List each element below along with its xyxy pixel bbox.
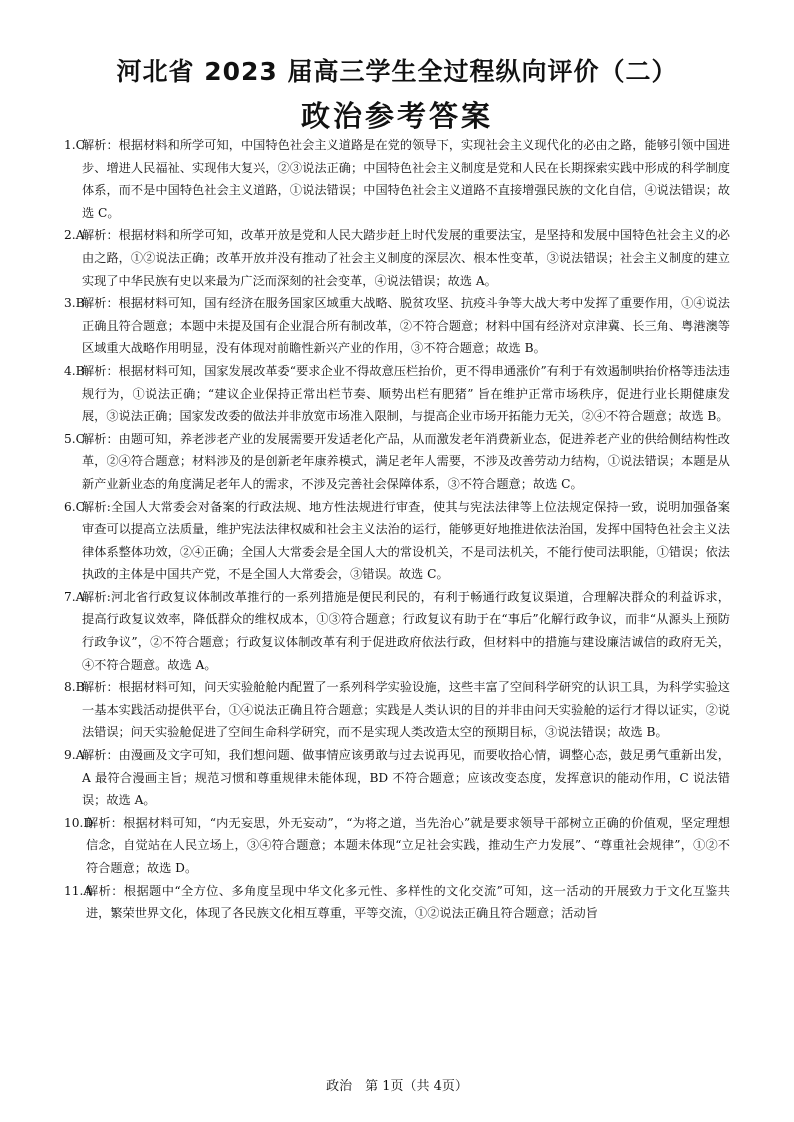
answer-number: 9.A — [64, 748, 85, 763]
document-title: 河北省 2023 届高三学生全过程纵向评价（二） — [116, 57, 678, 86]
answer-item-8 — [64, 676, 730, 744]
document-subtitle: 政治参考答案 — [300, 99, 493, 133]
answer-number: 8.B — [64, 680, 85, 695]
answer-item-2 — [64, 224, 730, 292]
answer-item-3 — [64, 292, 730, 360]
answer-number: 11.A — [64, 883, 93, 898]
answer-item-9 — [64, 744, 730, 812]
answer-number: 5.C — [64, 431, 85, 446]
answer-number: 7.A — [64, 589, 85, 604]
answer-item-10 — [64, 812, 730, 880]
answer-explanation: 解析：根据材料可知，“内无妄思，外无妄动”，“为将之道，当先治心”就是要求领导干部树立正确的价值观，坚定理想信念，自觉站在人民立场上，③④符合题意；本题未体现“立足社会实践，推动生产力发展”、“尊重社会规律”，①②不符合题意；故选 D。 — [86, 815, 730, 875]
answer-explanation: 解析:全国人大常委会对备案的行政法规、地方性法规进行审查，使其与宪法法律等上位法规定保持一致，说明加强备案审查可以提高立法质量，维护宪法法律权威和社会主义法治的运行，能够更好地推进依法治国，发挥中国特色社会主义法律体系整体功效，②④正确；全国人大常委会是全国人大的常设机关，不是司法机关，不能行使司法职能，①错误；依法执政的主体是中国共产党，不是全国人大常委会，③错误。故选 C。 — [82, 499, 730, 582]
answer-item-1 — [64, 134, 730, 224]
answer-item-11 — [64, 880, 730, 925]
answer-number: 6.C — [64, 499, 85, 514]
answer-explanation: 解析：由漫画及文字可知，我们想问题、做事情应该勇敢与过去说再见，而要收拾心情，调整心态，鼓足勇气重新出发，A 最符合漫画主旨；规范习惯和尊重规律未能体现，BD 不符合题意；应该改变态度，发挥意识的能动作用，C 说法错误；故选 A。 — [82, 748, 730, 808]
answer-number: 3.B — [64, 296, 85, 311]
answer-number: 1.C — [64, 138, 85, 152]
answer-number: 2.A — [64, 228, 85, 243]
answer-explanation: 解析:河北省行政复议体制改革推行的一系列措施是便民利民的，有利于畅通行政复议渠道，合理解决群众的利益诉求，提高行政复议效率，降低群众的维权成本，①③符合题意；行政复议有助于在“事后”化解行政争议，而非“从源头上预防行政争议”，②不符合题意；行政复议体制改革有利于促进政府依法行政，但材料中的措施与建设廉洁诚信的政府无关，④不符合题意。故选 A。 — [82, 589, 730, 672]
answer-item-6 — [64, 496, 730, 586]
answer-list — [64, 134, 730, 925]
answer-explanation: 解析：根据材料可知，国有经济在服务国家区域重大战略、脱贫攻坚、抗疫斗争等大战大考中发挥了重要作用，①④说法正确且符合题意；本题中未提及国有企业混合所有制改革，②不符合题意；材料中国有经济对京津冀、长三角、粤港澳等区域重大战略作用明显，没有体现对前瞻性新兴产业的作用，③不符合题意；故选 B。 — [82, 296, 730, 356]
page-footer: 政治 第 1页（共 4页） — [326, 1079, 468, 1094]
answer-explanation: 解析：根据题中“全方位、多角度呈现中华文化多元性、多样性的文化交流”可知，这一活动的开展致力于文化互鉴共进，繁荣世界文化，体现了各民族文化相互尊重，平等交流，①②说法正确且符合题意；活动旨 — [86, 883, 730, 921]
answer-explanation: 解析：根据材料可知，国家发展改革委“要求企业不得故意压栏抬价，更不得串通涨价”有利于有效遏制哄抬价格等违法违规行为，①说法正确；“建议企业保持正常出栏节奏、顺势出栏有肥猪” 旨在维护正常市场秩序，促进行业长期健康发展，③说法正确；国家发改委的做法并非放宽市场准入限制，与提高企业市场开拓能力无关，②④不符合题意；故选 B。 — [82, 363, 730, 424]
answer-explanation: 解析：根据材料和所学可知，改革开放是党和人民大踏步赶上时代发展的重要法宝，是坚持和发展中国特色社会主义的必由之路，①②说法正确；改革开放并没有推动了社会主义制度的深层次、根本性变革，③说法错误；社会主义制度的建立实现了中华民族有史以来最为广泛而深刻的社会变革，④说法错误；故选 A。 — [82, 228, 730, 288]
answer-explanation: 解析：由题可知，养老涉老产业的发展需要开发适老化产品，从而激发老年消费新业态，促进养老产业的供给侧结构性改革，②④符合题意；材料涉及的是创新老年康养模式，满足老年人需要，不涉及改善劳动力结构，①说法错误；本题是从新产业新业态的角度满足老年人的需求，不涉及完善社会保障体系，③不符合题意；故选 C。 — [82, 431, 730, 491]
answer-item-4 — [64, 360, 730, 428]
answer-number: 10.D — [64, 815, 94, 830]
answer-explanation: 解析：根据材料和所学可知，中国特色社会主义道路是在党的领导下，实现社会主义现代化的必由之路，能够引领中国进步、增进人民福祉、实现伟大复兴，②③说法正确；中国特色社会主义制度是党和人民在长期探索实践中形成的科学制度体系，而不是中国特色社会主义道路，①说法错误；中国特色社会主义道路不直接增强民族的文化自信，④说法错误；故选 C。 — [82, 138, 730, 220]
answer-item-7 — [64, 586, 730, 676]
answer-item-5 — [64, 428, 730, 496]
answer-explanation: 解析：根据材料可知，问天实验舱舱内配置了一系列科学实验设施，这些丰富了空间科学研究的认识工具，为科学实验这一基本实践活动提供平台，①④说法正确且符合题意；实践是人类认识的目的并非由问天实验舱的运行才得以证实，②说法错误；问天实验舱促进了空间生命科学研究，而不是实现人类改造太空的预期目标，③说法错误；故选 B。 — [82, 680, 730, 740]
answer-number: 4.B — [64, 363, 85, 378]
